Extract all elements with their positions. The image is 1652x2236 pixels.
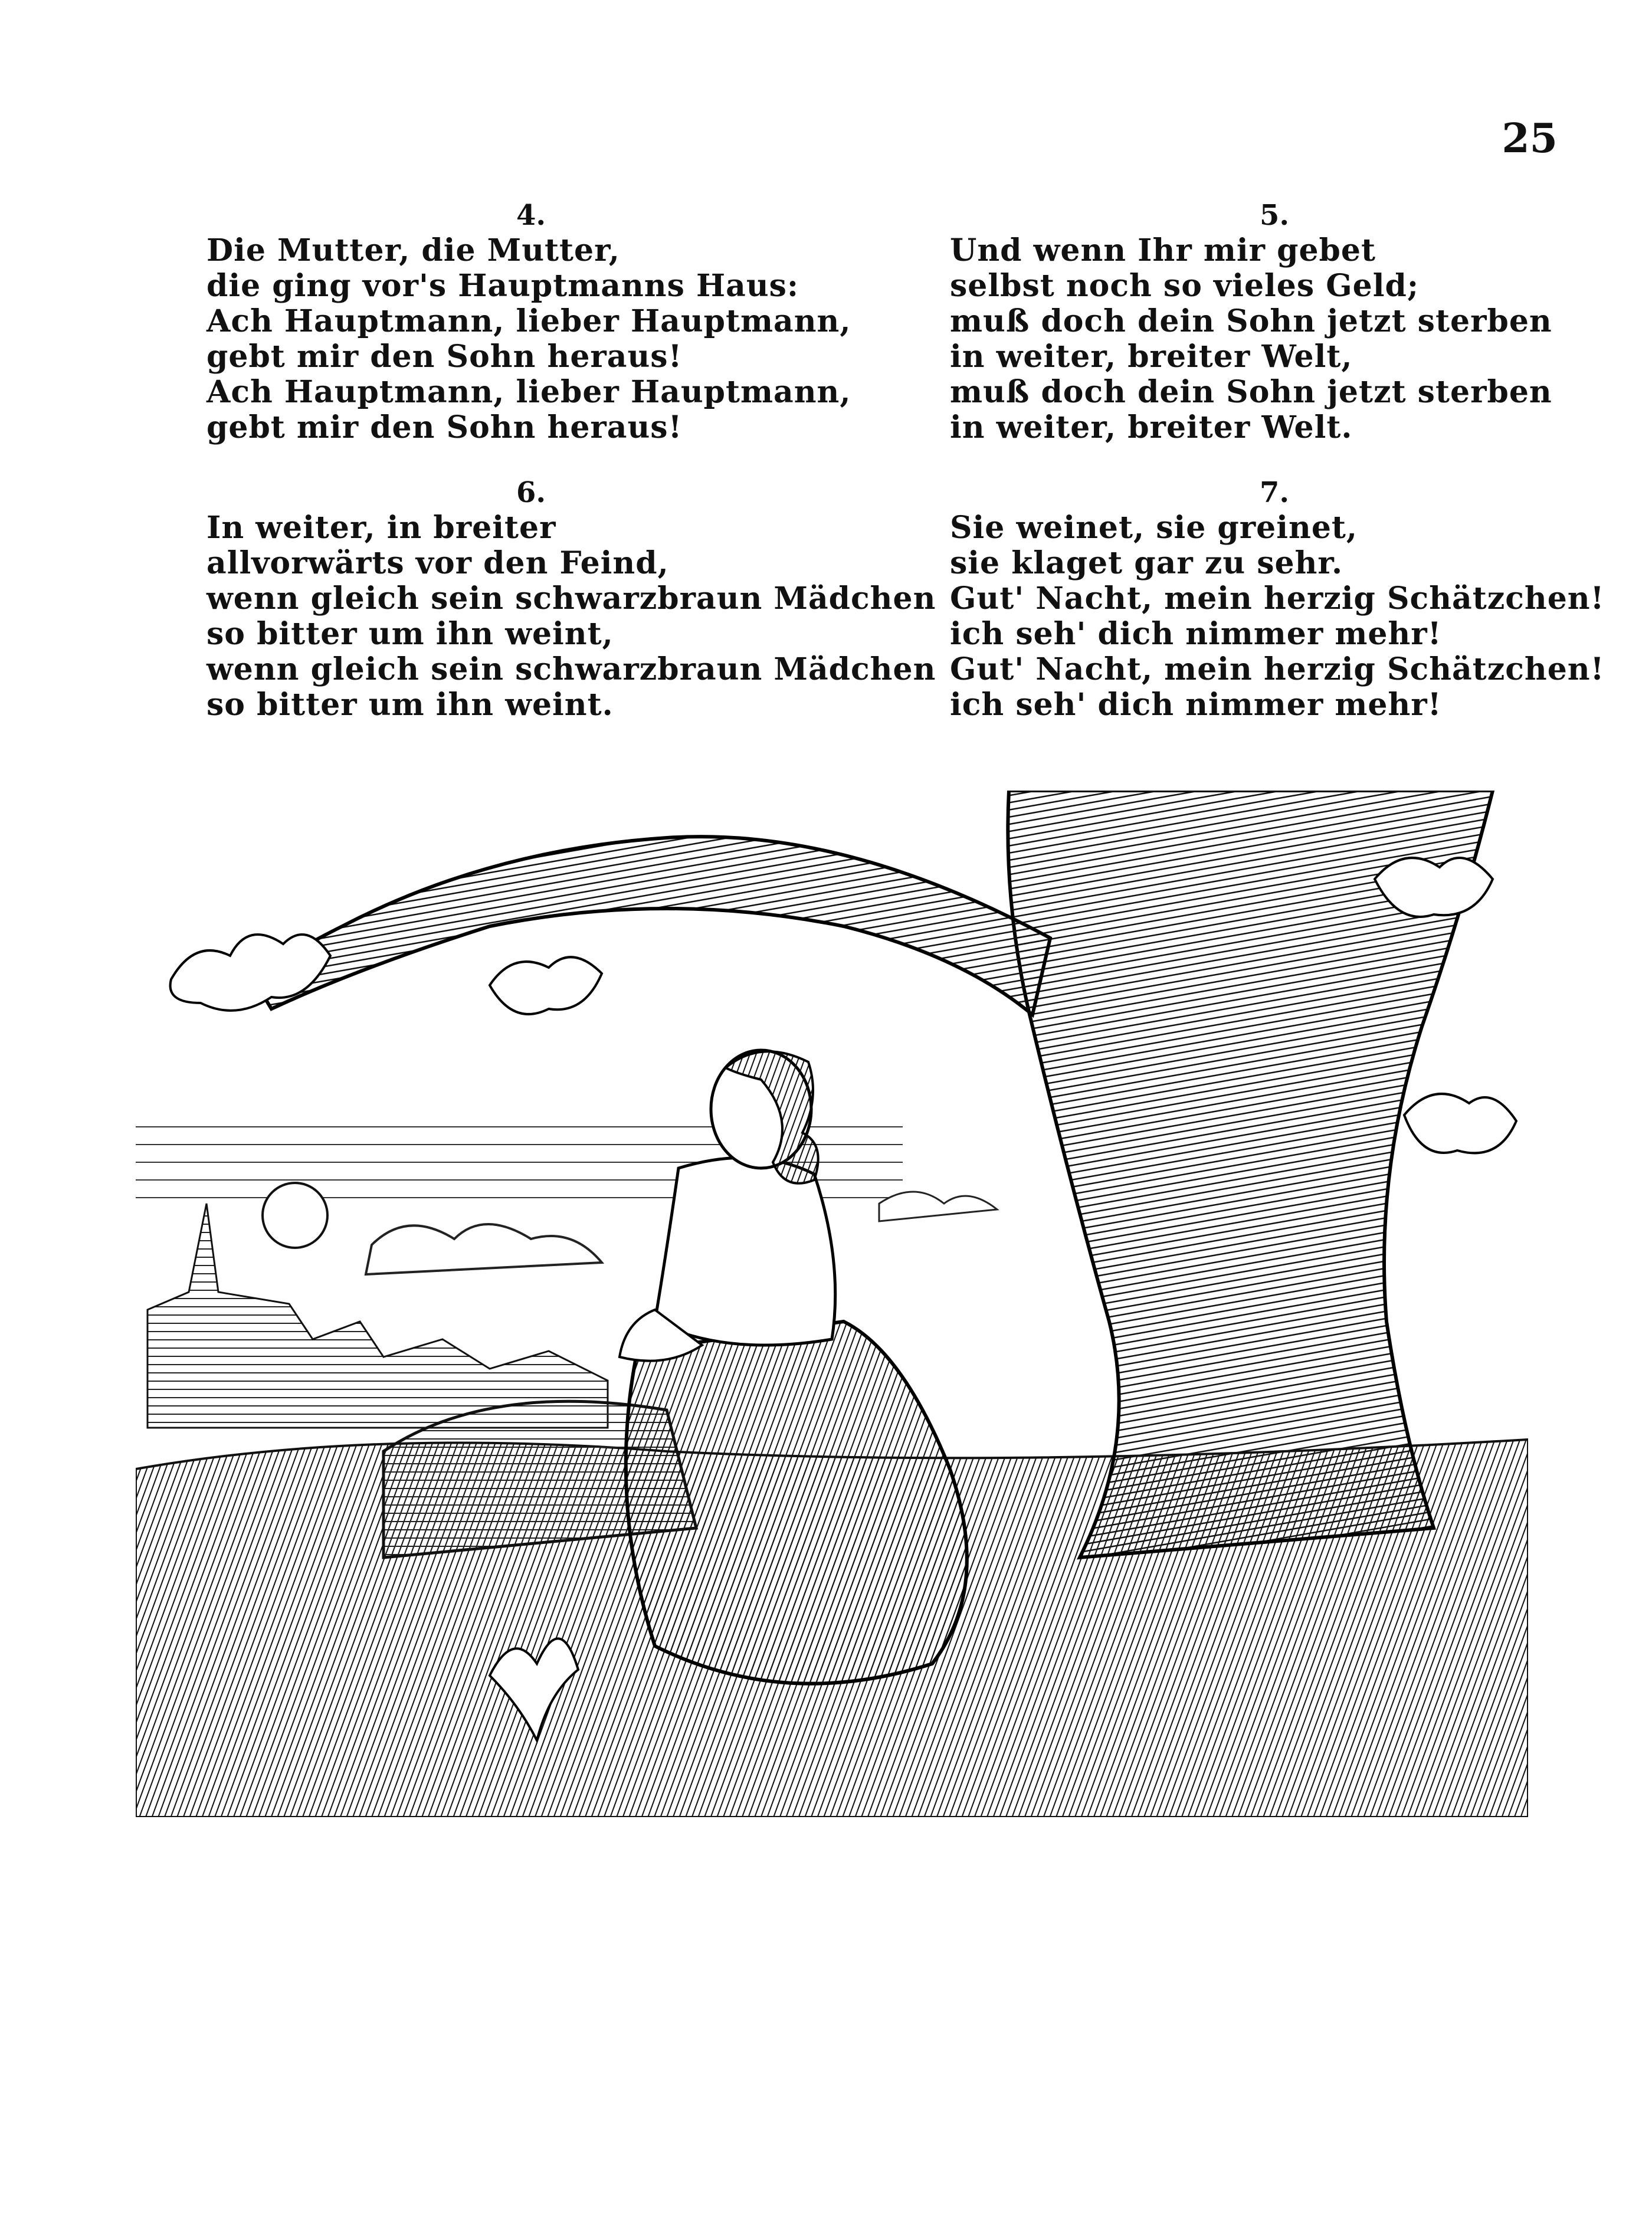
woodcut-illustration [136,791,1528,1817]
moon [263,1183,327,1248]
verse-line: Sie weinet, sie greinet, [950,510,1358,546]
verse-line: ich seh' dich nimmer mehr! [950,687,1442,723]
verse-line: Gut' Nacht, mein herzig Schätzchen! [950,651,1605,687]
verse-line: gebt mir den Sohn heraus! [206,409,683,445]
cloud [879,1192,997,1221]
stanza-7 [950,475,1605,723]
seated-woman [620,1050,967,1684]
stanza-5 [950,198,1599,445]
verse-line: Die Mutter, die Mutter, [206,232,620,268]
verse-line: so bitter um ihn weint. [206,687,614,723]
verse-line: ich seh' dich nimmer mehr! [950,616,1442,652]
verse-line: Ach Hauptmann, lieber Hauptmann, [206,303,851,339]
verse-line: die ging vor's Hauptmanns Haus: [206,268,799,304]
verse-line: In weiter, in breiter [206,510,556,546]
stanza-number: 4. [516,199,546,232]
bodice [655,1158,835,1345]
verse-line: muß doch dein Sohn jetzt sterben [950,303,1552,339]
verse-line: in weiter, breiter Welt, [950,339,1353,375]
verse-line: in weiter, breiter Welt. [950,409,1353,445]
verse-line: Gut' Nacht, mein herzig Schätzchen! [950,581,1605,617]
verse-line: sie klaget gar zu sehr. [950,545,1343,581]
verse-line: selbst noch so vieles Geld; [950,268,1420,304]
stanza-number: 5. [1259,199,1290,232]
tree-branch [254,837,1050,1015]
verse-line: muß doch dein Sohn jetzt sterben [950,374,1552,410]
verse-line: Und wenn Ihr mir gebet [950,232,1376,268]
stanza-4 [206,198,856,445]
cloud [366,1224,602,1274]
stanza-number: 6. [516,476,546,509]
page-number: 25 [1502,115,1558,162]
stanza-6 [206,475,936,723]
dress [626,1322,967,1684]
verse-line: so bitter um ihn weint, [206,616,614,652]
verse-line: Ach Hauptmann, lieber Hauptmann, [206,374,851,410]
verse-line: allvorwärts vor den Feind, [206,545,669,581]
verse-line: wenn gleich sein schwarzbraun Mädchen [206,581,936,617]
verse-line: wenn gleich sein schwarzbraun Mädchen [206,651,936,687]
stanza-number: 7. [1259,476,1290,509]
verse-line: gebt mir den Sohn heraus! [206,339,683,375]
